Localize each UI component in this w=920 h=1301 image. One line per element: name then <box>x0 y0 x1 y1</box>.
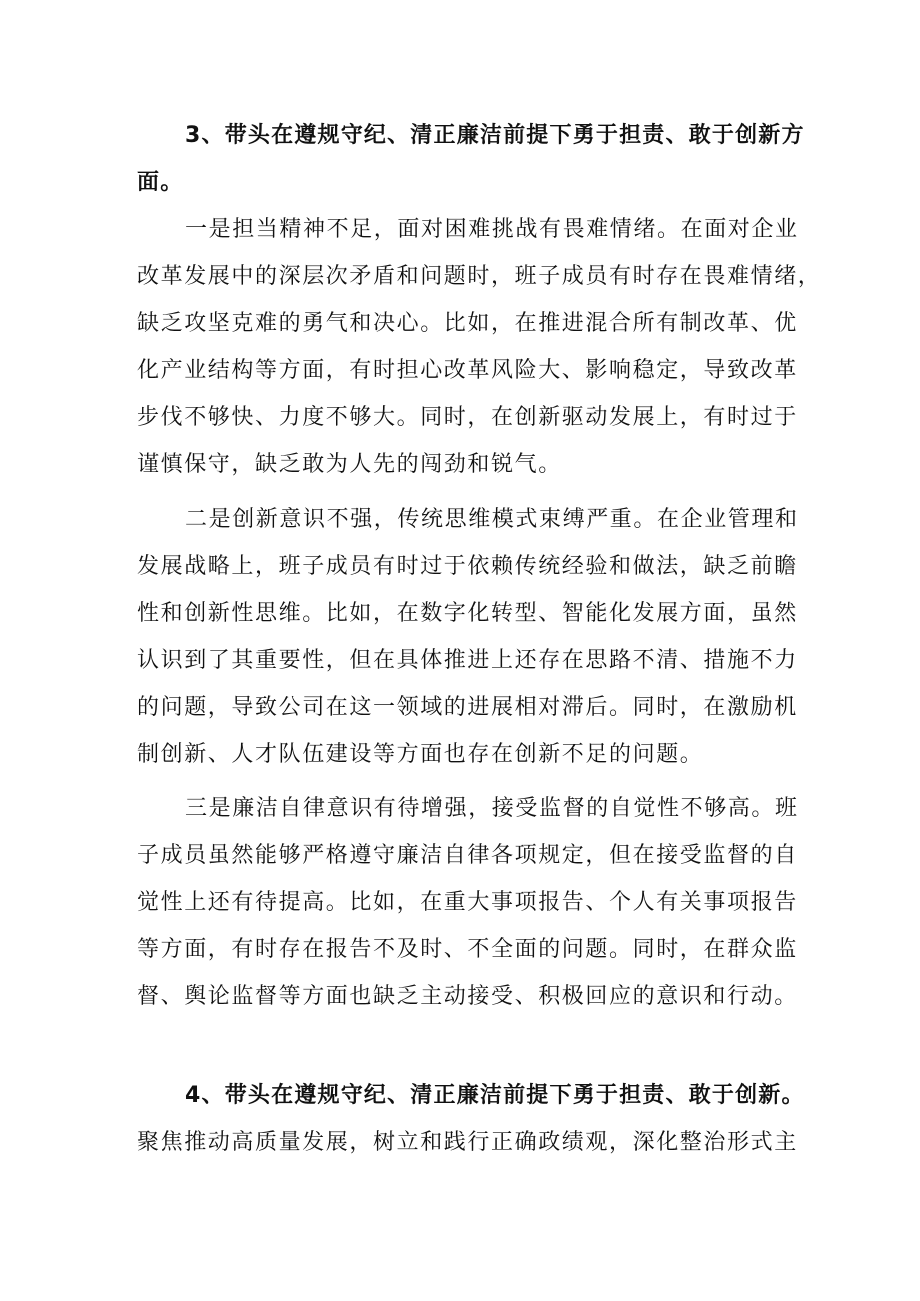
paragraph-line: 督、舆论监督等方面也缺乏主动接受、积极回应的意识和行动。 <box>137 984 798 1009</box>
paragraph-line: 觉性上还有待提高。比如，在重大事项报告、个人有关事项报告 <box>137 890 798 915</box>
paragraph-line: 制创新、人才队伍建设等方面也存在创新不足的问题。 <box>137 742 704 767</box>
paragraph-line: 步伐不够快、力度不够大。同时，在创新驱动发展上，有时过于 <box>137 405 798 430</box>
paragraph-line: 聚焦推动高质量发展，树立和践行正确政绩观，深化整治形式主 <box>137 1130 798 1155</box>
paragraph-line: 二是创新意识不强，传统思维模式束缚严重。在企业管理和 <box>185 507 799 532</box>
paragraph-line: 一是担当精神不足，面对困难挑战有畏难情绪。在面对企业 <box>185 217 799 242</box>
paragraph-line: 发展战略上，班子成员有时过于依赖传统经验和做法，缺乏前瞻 <box>137 554 798 579</box>
section-4-heading: 4、带头在遵规守纪、清正廉洁前提下勇于担责、敢于创新。 <box>185 1083 805 1108</box>
paragraph-line: 谨慎保守，缺乏敢为人先的闯劲和锐气。 <box>137 452 562 477</box>
section-3-heading-line-1: 3、带头在遵规守纪、清正廉洁前提下勇于担责、敢于创新方 <box>185 123 805 148</box>
section-3-heading-line-2: 面。 <box>137 170 184 195</box>
paragraph-line: 化产业结构等方面，有时担心改革风险大、影响稳定，导致改革 <box>137 358 798 383</box>
paragraph-line: 三是廉洁自律意识有待增强，接受监督的自觉性不够高。班 <box>185 796 799 821</box>
paragraph-line: 子成员虽然能够严格遵守廉洁自律各项规定，但在接受监督的自 <box>137 843 798 868</box>
paragraph-line: 等方面，有时存在报告不及时、不全面的问题。同时，在群众监 <box>137 937 798 962</box>
paragraph-line: 认识到了其重要性，但在具体推进上还存在思路不清、措施不力 <box>137 648 798 673</box>
paragraph-line: 的问题，导致公司在这一领域的进展相对滞后。同时，在激励机 <box>137 695 798 720</box>
paragraph-line: 性和创新性思维。比如，在数字化转型、智能化发展方面，虽然 <box>137 601 798 626</box>
paragraph-line: 改革发展中的深层次矛盾和问题时，班子成员有时存在畏难情绪， <box>137 264 822 289</box>
paragraph-line: 缺乏攻坚克难的勇气和决心。比如，在推进混合所有制改革、优 <box>137 311 798 336</box>
